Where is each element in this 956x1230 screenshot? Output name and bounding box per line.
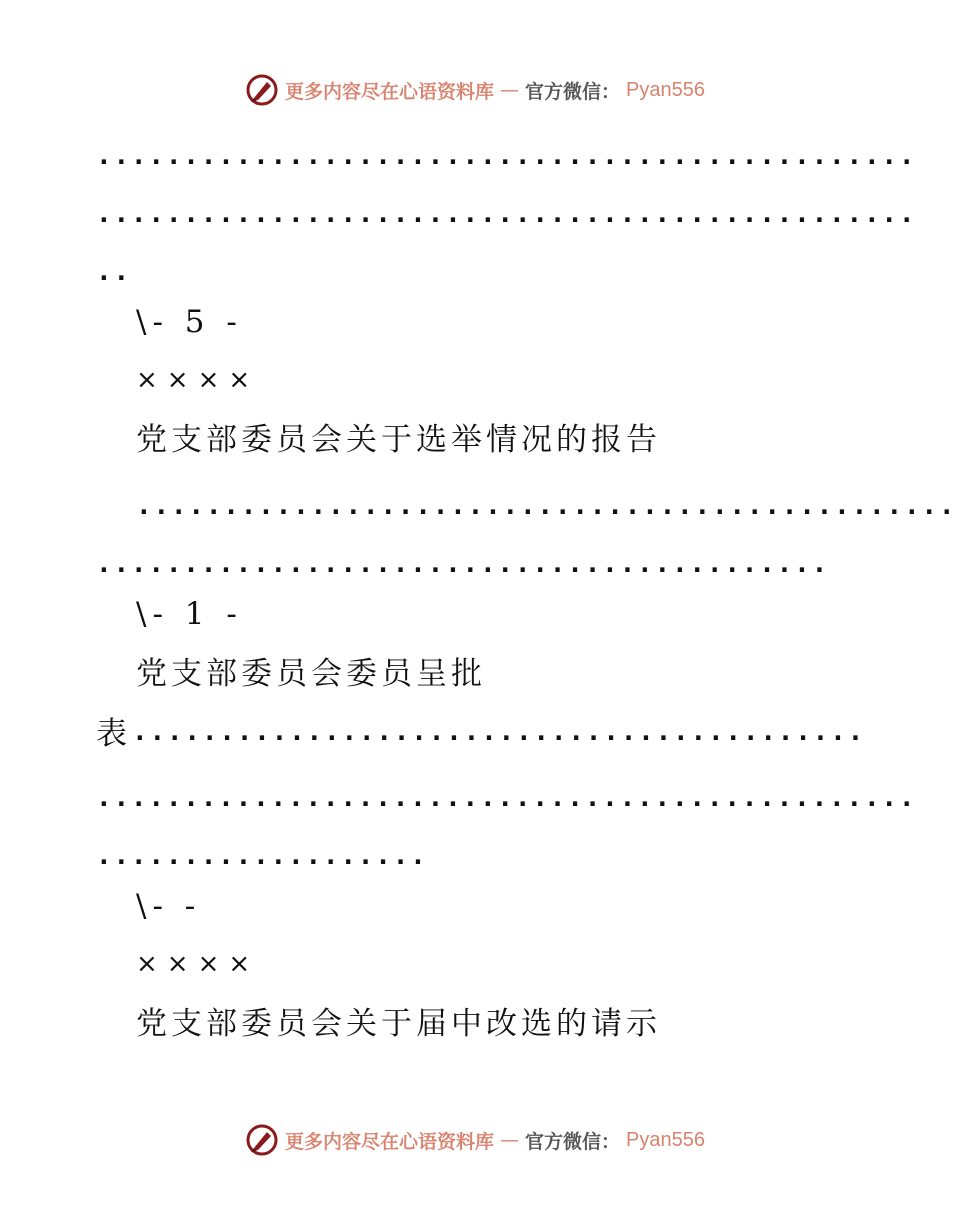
watermark-official: 官方微信： <box>525 80 621 103</box>
toc-entry-title-continued[interactable]: 表 <box>96 716 131 752</box>
toc-leader-dots: .. <box>96 257 131 287</box>
watermark-official: 官方微信： <box>525 1130 621 1153</box>
toc-leader-dots: .......................................... <box>132 717 866 747</box>
toc-leader-dots: ................... <box>96 841 428 871</box>
toc-entry-title[interactable]: 党支部委员会委员呈批 <box>136 656 486 692</box>
watermark-brand: 更多内容尽在心语资料库 <box>285 1130 495 1153</box>
toc-entry-title[interactable]: 党支部委员会关于届中改选的请示 <box>136 1006 661 1042</box>
toc-leader-dots: ............................................... <box>96 141 917 171</box>
page-number-marker: \- - <box>136 888 202 924</box>
page-number-marker: \- 1 - <box>136 596 243 632</box>
watermark-footer <box>0 1120 950 1160</box>
watermark-brand: 更多内容尽在心语资料库 <box>285 80 495 103</box>
watermark-dash: — <box>500 79 520 101</box>
watermark-dash: — <box>500 1129 520 1151</box>
toc-leader-dots: ............................................... <box>96 199 917 229</box>
watermark-wechat-id: Pyan556 <box>626 78 705 101</box>
toc-leader-dots: ............................................... <box>136 491 956 521</box>
watermark-wechat-id: Pyan556 <box>626 1128 705 1151</box>
placeholder-crosses: ×××× <box>136 949 260 979</box>
pen-logo-icon <box>245 1123 279 1157</box>
placeholder-crosses: ×××× <box>136 365 260 395</box>
watermark-header <box>0 70 950 110</box>
toc-leader-dots: ............................................... <box>96 783 917 813</box>
pen-logo-icon <box>245 73 279 107</box>
toc-entry-title[interactable]: 党支部委员会关于选举情况的报告 <box>136 422 661 458</box>
toc-leader-dots: .......................................... <box>96 549 830 579</box>
page-number-marker: \- 5 - <box>136 304 243 340</box>
